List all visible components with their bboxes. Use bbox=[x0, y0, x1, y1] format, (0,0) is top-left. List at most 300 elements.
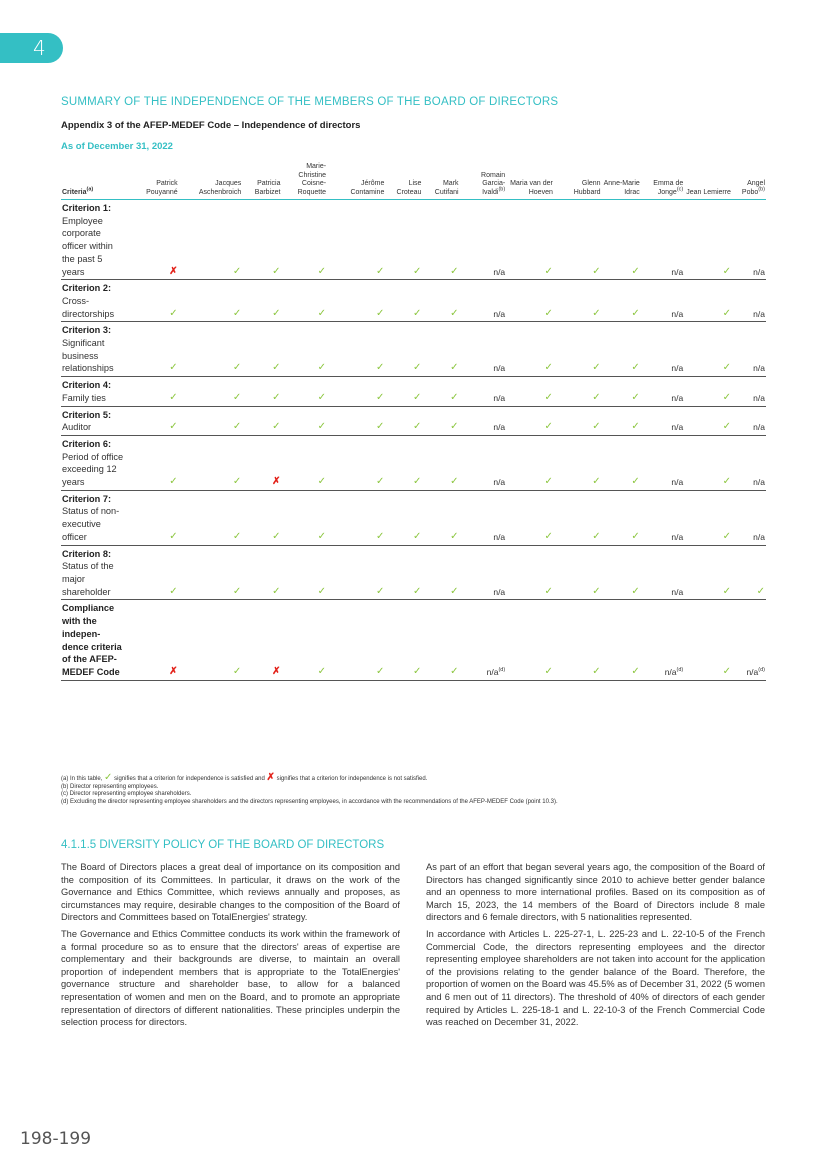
criterion-cell bbox=[281, 600, 327, 680]
footnote: (a) In this table, ✓ signifies that a criterion for independence is satisfied and ✗ signifies that a criterion for independence is not satisfied. bbox=[61, 772, 428, 783]
check-mark-icon: ✓ bbox=[317, 530, 327, 542]
na-value: n/a bbox=[493, 363, 506, 374]
director-header bbox=[602, 163, 641, 200]
director-header bbox=[554, 163, 602, 200]
criterion-cell bbox=[179, 377, 243, 406]
table-subtitle: Appendix 3 of the AFEP-MEDEF Code – Independence of directors bbox=[61, 120, 361, 131]
criterion-cell bbox=[506, 600, 554, 680]
criterion-cell bbox=[460, 280, 507, 322]
check-mark-icon: ✓ bbox=[272, 585, 281, 597]
footnote: (d) Excluding the director representing employee shareholders and the directors representing employees, in accordance with the recommendations of the AFEP-MEDEF Code (point 10.3). bbox=[61, 798, 558, 805]
check-mark-icon: ✓ bbox=[413, 265, 422, 277]
na-value: n/a bbox=[671, 308, 684, 319]
criterion-cell bbox=[460, 406, 507, 435]
criterion-cell bbox=[242, 490, 281, 545]
criterion-cell bbox=[242, 280, 281, 322]
chapter-number: 4 bbox=[33, 36, 46, 60]
criterion-row bbox=[61, 490, 766, 545]
check-mark-icon: ✓ bbox=[413, 665, 422, 677]
criterion-row bbox=[61, 377, 766, 406]
check-mark-icon: ✓ bbox=[592, 476, 601, 488]
check-mark-icon: ✓ bbox=[592, 665, 601, 677]
check-mark-icon: ✓ bbox=[375, 665, 385, 677]
director-name: Maria van der Hoeven bbox=[510, 180, 553, 196]
check-mark-icon: ✓ bbox=[722, 307, 731, 319]
criterion-cell bbox=[554, 435, 602, 490]
criterion-cell bbox=[422, 280, 459, 322]
check-mark-icon: ✓ bbox=[722, 665, 731, 677]
check-mark-icon: ✓ bbox=[272, 391, 281, 403]
criterion-cell bbox=[179, 600, 243, 680]
check-mark-icon: ✓ bbox=[631, 265, 640, 277]
check-mark-icon: ✓ bbox=[169, 530, 178, 542]
na-value: n/a bbox=[493, 308, 506, 319]
criterion-cell bbox=[385, 322, 422, 377]
table-body bbox=[61, 200, 766, 681]
criterion-cell bbox=[281, 490, 327, 545]
director-name: Patrick Pouyanné bbox=[146, 180, 178, 196]
criterion-cell bbox=[641, 322, 684, 377]
criterion-cell bbox=[641, 435, 684, 490]
criterion-cell bbox=[732, 600, 766, 680]
criterion-cell bbox=[242, 200, 281, 280]
criterion-cell bbox=[126, 545, 179, 600]
criterion-cell bbox=[385, 545, 422, 600]
director-name: Emma de Jonge bbox=[653, 180, 684, 196]
check-mark-icon: ✓ bbox=[169, 391, 178, 403]
na-value: n/a bbox=[671, 586, 684, 597]
na-value: n/a bbox=[671, 363, 684, 374]
na-value: n/a bbox=[671, 531, 684, 542]
check-mark-icon: ✓ bbox=[232, 476, 242, 488]
check-mark-icon: ✓ bbox=[631, 421, 640, 433]
director-header bbox=[385, 163, 422, 200]
check-mark-icon: ✓ bbox=[413, 585, 422, 597]
criterion-cell bbox=[460, 490, 507, 545]
criterion-label: Compliance with the indepen-dence criteria of the AFEP-MEDEF Code bbox=[61, 600, 126, 680]
na-value: n/a bbox=[753, 477, 765, 488]
criterion-row bbox=[61, 280, 766, 322]
director-name: Jean Lemierre bbox=[686, 188, 731, 196]
criterion-cell bbox=[281, 377, 327, 406]
check-mark-icon: ✓ bbox=[722, 362, 731, 374]
criterion-cell bbox=[732, 322, 766, 377]
criterion-cell bbox=[242, 600, 281, 680]
criterion-cell bbox=[732, 490, 766, 545]
criterion-cell bbox=[684, 280, 732, 322]
criterion-cell bbox=[179, 406, 243, 435]
check-mark-icon: ✓ bbox=[450, 665, 459, 677]
criterion-cell bbox=[602, 322, 641, 377]
criterion-row bbox=[61, 435, 766, 490]
criterion-cell bbox=[506, 200, 554, 280]
criterion-cell bbox=[460, 600, 507, 680]
criterion-cell bbox=[554, 490, 602, 545]
criterion-cell bbox=[126, 377, 179, 406]
criterion-cell bbox=[554, 280, 602, 322]
criterion-row bbox=[61, 322, 766, 377]
check-mark-icon: ✓ bbox=[317, 391, 327, 403]
director-header bbox=[684, 163, 732, 200]
check-mark-icon: ✓ bbox=[413, 391, 422, 403]
criterion-cell bbox=[126, 322, 179, 377]
criterion-cell bbox=[506, 435, 554, 490]
na-value: n/a bbox=[753, 308, 765, 319]
criterion-cell bbox=[641, 280, 684, 322]
criterion-cell bbox=[554, 322, 602, 377]
check-mark-icon: ✓ bbox=[450, 307, 459, 319]
criterion-cell bbox=[684, 490, 732, 545]
check-mark-icon: ✓ bbox=[544, 421, 553, 433]
criterion-cell bbox=[281, 545, 327, 600]
criterion-cell bbox=[732, 406, 766, 435]
diversity-heading: 4.1.1.5 DIVERSITY POLICY OF THE BOARD OF DIRECTORS bbox=[61, 839, 385, 851]
na-value: n/a bbox=[671, 266, 684, 277]
check-mark-icon: ✓ bbox=[722, 530, 731, 542]
director-header: Romain Garcia-Ivaldi$^{(b)}$ bbox=[460, 163, 507, 200]
check-mark-icon: ✓ bbox=[631, 585, 640, 597]
criterion-cell bbox=[506, 280, 554, 322]
check-mark-icon: ✓ bbox=[232, 307, 242, 319]
criterion-cell bbox=[385, 600, 422, 680]
criterion-cell bbox=[422, 600, 459, 680]
criterion-cell bbox=[554, 600, 602, 680]
na-value: n/a bbox=[753, 266, 765, 277]
na-value: n/a bbox=[493, 531, 506, 542]
criterion-cell bbox=[327, 435, 385, 490]
criterion-label: Criterion 1: Employee corporate officer within the past 5 years bbox=[61, 200, 126, 280]
na-value: n/a bbox=[493, 266, 506, 277]
check-mark-icon: ✓ bbox=[232, 530, 242, 542]
check-mark-icon: ✓ bbox=[450, 391, 459, 403]
check-mark-icon: ✓ bbox=[317, 421, 327, 433]
check-mark-icon: ✓ bbox=[592, 362, 601, 374]
na-value: $n/a^{(d)}$ bbox=[664, 666, 684, 677]
criterion-cell bbox=[327, 490, 385, 545]
paragraph: The Governance and Ethics Committee conducts its work within the framework of a formal procedure so as to ensure that the directors' areas of expertise are complementary and their backgrounds are diverse, to maintain an overall proportion of independent members that is appropriate to the TotalEnergies' governance structure and shareholder base, to allow for a balanced representation of women and men on the Board, and to promote an appropriate representation of directors of different nationalities. These principles underpin the selection process for directors. bbox=[61, 928, 400, 1028]
na-value: n/a bbox=[493, 422, 506, 433]
check-mark-icon: ✓ bbox=[413, 421, 422, 433]
criterion-label: Criterion 3: Significant business relationships bbox=[61, 322, 126, 377]
check-mark-icon: ✓ bbox=[375, 391, 385, 403]
check-mark-icon: ✓ bbox=[450, 530, 459, 542]
diversity-left-column bbox=[61, 861, 400, 1033]
criterion-cell bbox=[281, 322, 327, 377]
check-mark-icon: ✓ bbox=[413, 307, 422, 319]
table-date: As of December 31, 2022 bbox=[61, 141, 173, 152]
criterion-cell bbox=[327, 377, 385, 406]
director-name: Anne-Marie Idrac bbox=[603, 180, 640, 196]
criterion-label: Criterion 2: Cross-directorships bbox=[61, 280, 126, 322]
criterion-cell bbox=[460, 200, 507, 280]
criterion-cell bbox=[179, 200, 243, 280]
criterion-cell bbox=[602, 406, 641, 435]
check-mark-icon: ✓ bbox=[375, 421, 385, 433]
check-mark-icon: ✓ bbox=[544, 391, 553, 403]
check-mark-icon: ✓ bbox=[169, 585, 178, 597]
na-value: n/a bbox=[671, 392, 684, 403]
criterion-row bbox=[61, 545, 766, 600]
criterion-cell bbox=[732, 280, 766, 322]
check-mark-icon: ✓ bbox=[544, 307, 553, 319]
criterion-cell bbox=[242, 435, 281, 490]
criterion-label: Criterion 6: Period of office exceeding 12 years bbox=[61, 435, 126, 490]
criteria-header: Criteria$^{(a)}$ bbox=[61, 163, 126, 200]
check-mark-icon: ✓ bbox=[592, 530, 601, 542]
footnote: (c) Director representing employee shareholders. bbox=[61, 791, 192, 798]
criterion-cell bbox=[684, 200, 732, 280]
check-mark-icon: ✓ bbox=[592, 307, 601, 319]
check-mark-icon: ✓ bbox=[232, 265, 242, 277]
criterion-cell bbox=[641, 545, 684, 600]
check-mark-icon: ✓ bbox=[272, 530, 281, 542]
check-mark-icon: ✓ bbox=[450, 421, 459, 433]
criterion-cell bbox=[506, 490, 554, 545]
check-mark-icon: ✓ bbox=[375, 476, 385, 488]
check-mark-icon: ✓ bbox=[375, 307, 385, 319]
footnote: (b) Director representing employees. bbox=[61, 783, 159, 790]
check-mark-icon: ✓ bbox=[592, 421, 601, 433]
criterion-cell bbox=[684, 600, 732, 680]
director-header bbox=[506, 163, 554, 200]
na-value: n/a bbox=[753, 363, 765, 374]
na-value: $n/a^{(d)}$ bbox=[746, 666, 765, 677]
check-mark-icon: ✓ bbox=[232, 665, 242, 677]
check-mark-icon: ✓ bbox=[722, 265, 731, 277]
director-name: Angel Pobo bbox=[741, 180, 765, 196]
check-mark-icon: ✓ bbox=[317, 307, 327, 319]
check-mark-icon: ✓ bbox=[722, 391, 731, 403]
director-header bbox=[281, 163, 327, 200]
check-mark-icon: ✓ bbox=[631, 476, 640, 488]
paragraph: As part of an effort that began several years ago, the composition of the Board of Directors has changed significantly since 2010 to achieve better gender balance and an openness to more international profiles. Based on its composition as of March 15, 2023, the 14 members of the Board of Directors include 8 male directors and 6 female directors, with 5 nationalities represented. bbox=[426, 862, 765, 923]
criterion-cell bbox=[422, 406, 459, 435]
criterion-cell bbox=[641, 406, 684, 435]
criterion-row bbox=[61, 406, 766, 435]
criterion-cell bbox=[506, 322, 554, 377]
criterion-cell bbox=[460, 377, 507, 406]
chapter-tab bbox=[0, 33, 63, 63]
criterion-cell bbox=[602, 490, 641, 545]
criterion-cell bbox=[732, 200, 766, 280]
criterion-cell bbox=[179, 280, 243, 322]
check-mark-icon: ✓ bbox=[544, 265, 553, 277]
director-header bbox=[126, 163, 179, 200]
criterion-cell bbox=[684, 377, 732, 406]
check-mark-icon: ✓ bbox=[722, 585, 731, 597]
criterion-row bbox=[61, 200, 766, 280]
criterion-cell bbox=[327, 600, 385, 680]
criterion-cell bbox=[385, 406, 422, 435]
criterion-cell bbox=[281, 200, 327, 280]
criterion-cell bbox=[179, 322, 243, 377]
criterion-cell bbox=[422, 200, 459, 280]
criterion-label: Criterion 4: Family ties bbox=[61, 377, 126, 406]
cross-mark-icon: ✗ bbox=[272, 476, 281, 488]
table-footnotes bbox=[61, 774, 558, 806]
criterion-cell bbox=[385, 377, 422, 406]
criterion-label: Criterion 7: Status of non-executive officer bbox=[61, 490, 126, 545]
criterion-cell bbox=[554, 377, 602, 406]
check-mark-icon: ✓ bbox=[450, 476, 459, 488]
director-name: Jérôme Contamine bbox=[350, 180, 385, 196]
criterion-cell bbox=[126, 406, 179, 435]
criterion-cell bbox=[126, 280, 179, 322]
check-mark-icon: ✓ bbox=[317, 362, 327, 374]
criterion-cell bbox=[460, 435, 507, 490]
criterion-cell bbox=[327, 322, 385, 377]
check-mark-icon: ✓ bbox=[722, 421, 731, 433]
check-mark-icon: ✓ bbox=[317, 476, 327, 488]
director-name: Mark Cutifani bbox=[434, 180, 459, 196]
check-mark-icon: ✓ bbox=[169, 307, 178, 319]
check-mark-icon: ✓ bbox=[544, 585, 553, 597]
check-mark-icon: ✓ bbox=[413, 476, 422, 488]
criterion-cell bbox=[385, 280, 422, 322]
check-mark-icon: ✓ bbox=[450, 362, 459, 374]
criterion-cell bbox=[684, 406, 732, 435]
criterion-cell bbox=[602, 377, 641, 406]
check-mark-icon: ✓ bbox=[375, 362, 385, 374]
criterion-cell bbox=[242, 545, 281, 600]
criterion-cell bbox=[554, 200, 602, 280]
criterion-cell bbox=[684, 322, 732, 377]
cross-mark-icon: ✗ bbox=[272, 665, 281, 677]
criterion-cell bbox=[554, 545, 602, 600]
check-mark-icon: ✓ bbox=[232, 391, 242, 403]
criterion-cell bbox=[460, 545, 507, 600]
check-mark-icon: ✓ bbox=[450, 265, 459, 277]
check-mark-icon: ✓ bbox=[631, 391, 640, 403]
check-mark-icon: ✓ bbox=[375, 265, 385, 277]
criterion-cell bbox=[684, 435, 732, 490]
criterion-label: Criterion 8: Status of the major shareholder bbox=[61, 545, 126, 600]
check-mark-icon: ✓ bbox=[232, 585, 242, 597]
independence-table bbox=[61, 163, 766, 681]
na-value: n/a bbox=[493, 392, 506, 403]
criterion-cell bbox=[327, 280, 385, 322]
criterion-cell bbox=[602, 280, 641, 322]
director-header bbox=[179, 163, 243, 200]
criterion-cell bbox=[422, 435, 459, 490]
criterion-cell bbox=[179, 490, 243, 545]
check-mark-icon: ✓ bbox=[544, 362, 553, 374]
check-mark-icon: ✓ bbox=[413, 530, 422, 542]
criterion-cell bbox=[422, 490, 459, 545]
check-mark-icon: ✓ bbox=[375, 530, 385, 542]
check-mark-icon: ✓ bbox=[592, 585, 601, 597]
criterion-cell bbox=[327, 406, 385, 435]
check-mark-icon: ✓ bbox=[232, 421, 242, 433]
check-mark-icon: ✓ bbox=[169, 476, 178, 488]
criterion-cell bbox=[641, 600, 684, 680]
criterion-cell bbox=[281, 406, 327, 435]
director-name: Romain Garcia-Ivaldi bbox=[481, 171, 506, 196]
criterion-cell bbox=[641, 377, 684, 406]
na-value: n/a bbox=[753, 531, 765, 542]
check-mark-icon: ✓ bbox=[317, 265, 327, 277]
check-mark-icon: ✓ bbox=[544, 476, 553, 488]
paragraph: In accordance with Articles L. 225-27-1, L. 225-23 and L. 22-10-5 of the French Commercial Code, the directors representing employees and the director representing employee shareholders are not taken into account for the application of the provisions relating to the gender balance of the Board. Therefore, the proportion of women on the Board was 45.5% as of December 31, 2022 (5 women and 6 men out of 11 directors). The threshold of 40% of directors of each gender required by Articles L. 225-18-1 and L. 22-10-3 of the French Commercial Code was reached on December 31, 2022. bbox=[426, 928, 766, 1028]
check-mark-icon: ✓ bbox=[592, 391, 601, 403]
check-mark-icon: ✓ bbox=[272, 307, 281, 319]
cross-mark-icon: ✗ bbox=[169, 665, 178, 677]
director-header bbox=[327, 163, 385, 200]
check-mark-icon: ✓ bbox=[631, 362, 640, 374]
na-value: n/a bbox=[671, 422, 684, 433]
criterion-cell bbox=[385, 490, 422, 545]
criterion-cell bbox=[460, 322, 507, 377]
criterion-cell bbox=[242, 322, 281, 377]
check-mark-icon: ✓ bbox=[169, 362, 178, 374]
director-header: Emma de Jonge$^{(c)}$ bbox=[641, 163, 684, 200]
check-mark-icon: ✓ bbox=[375, 585, 385, 597]
criterion-cell bbox=[422, 545, 459, 600]
na-value: n/a bbox=[671, 477, 684, 488]
check-mark-icon: ✓ bbox=[592, 265, 601, 277]
criterion-cell bbox=[506, 377, 554, 406]
criterion-cell bbox=[641, 200, 684, 280]
cross-mark-icon: ✗ bbox=[169, 265, 178, 277]
criterion-cell bbox=[422, 377, 459, 406]
criterion-cell bbox=[602, 435, 641, 490]
check-mark-icon: ✓ bbox=[544, 665, 553, 677]
criterion-cell bbox=[602, 200, 641, 280]
criterion-cell bbox=[602, 545, 641, 600]
criterion-cell bbox=[554, 406, 602, 435]
na-value: n/a bbox=[753, 392, 765, 403]
criterion-label: Criterion 5: Auditor bbox=[61, 406, 126, 435]
criterion-cell bbox=[385, 200, 422, 280]
criterion-row bbox=[61, 600, 766, 680]
check-mark-icon: ✓ bbox=[169, 421, 178, 433]
check-mark-icon: ✓ bbox=[317, 585, 327, 597]
criterion-cell bbox=[126, 490, 179, 545]
director-header bbox=[422, 163, 459, 200]
check-mark-icon: ✓ bbox=[756, 585, 765, 597]
check-mark-icon: ✓ bbox=[317, 665, 327, 677]
table-header-row bbox=[61, 163, 766, 200]
na-value: n/a bbox=[753, 422, 765, 433]
director-name: Patricia Barbizet bbox=[254, 180, 281, 196]
criterion-cell bbox=[506, 406, 554, 435]
page-number: 198-199 bbox=[20, 1129, 92, 1149]
criterion-cell bbox=[732, 545, 766, 600]
na-value: $n/a^{(d)}$ bbox=[486, 666, 506, 677]
criterion-cell bbox=[732, 377, 766, 406]
check-mark-icon: ✓ bbox=[413, 362, 422, 374]
director-name: Lise Croteau bbox=[396, 180, 422, 196]
criterion-cell bbox=[506, 545, 554, 600]
section-title: SUMMARY OF THE INDEPENDENCE OF THE MEMBERS OF THE BOARD OF DIRECTORS bbox=[61, 96, 559, 108]
check-mark-icon: ✓ bbox=[232, 362, 242, 374]
director-name: Glenn Hubbard bbox=[573, 180, 601, 196]
criterion-cell bbox=[422, 322, 459, 377]
criterion-cell bbox=[641, 490, 684, 545]
criterion-cell bbox=[385, 435, 422, 490]
director-name: Jacques Aschenbroich bbox=[198, 180, 242, 196]
check-mark-icon: ✓ bbox=[544, 530, 553, 542]
criterion-cell bbox=[602, 600, 641, 680]
criterion-cell bbox=[327, 545, 385, 600]
criterion-cell bbox=[732, 435, 766, 490]
check-mark-icon: ✓ bbox=[722, 476, 731, 488]
criterion-cell bbox=[281, 280, 327, 322]
criterion-cell bbox=[327, 200, 385, 280]
criterion-cell bbox=[684, 545, 732, 600]
criterion-cell bbox=[126, 435, 179, 490]
criterion-cell bbox=[281, 435, 327, 490]
